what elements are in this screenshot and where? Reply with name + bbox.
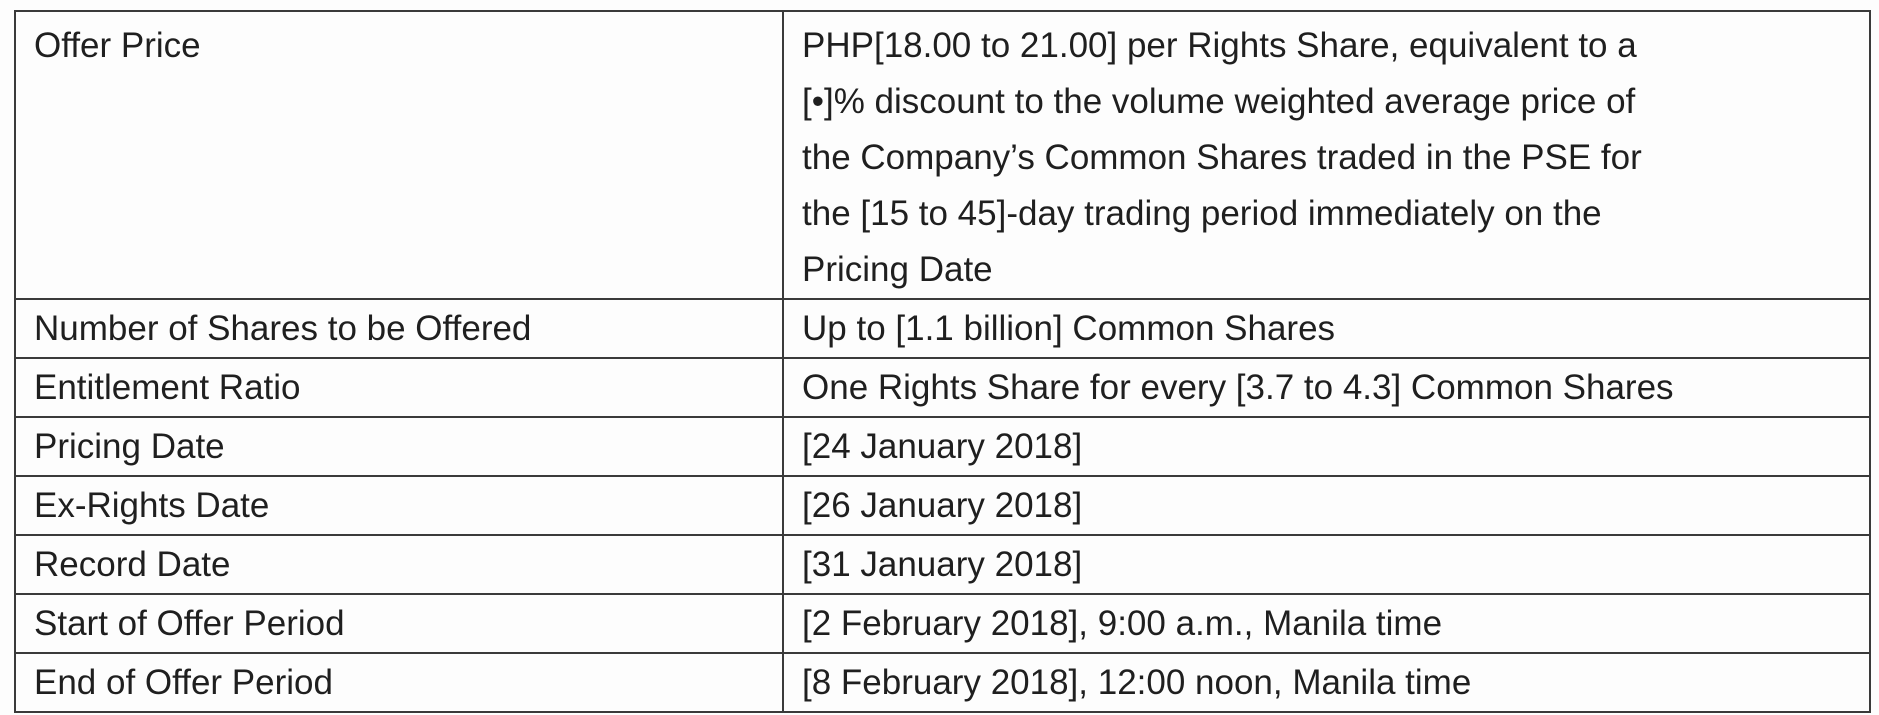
offer-terms-document xyxy=(14,10,1869,704)
table-row-entitlement-ratio xyxy=(15,358,1870,417)
table-row-start-of-offer-period xyxy=(15,594,1870,653)
row-value: [31 January 2018] xyxy=(783,535,1870,594)
row-label: Pricing Date xyxy=(15,417,783,476)
table-row-offer-price xyxy=(15,11,1870,299)
row-label: Entitlement Ratio xyxy=(15,358,783,417)
value-line: [•]% discount to the volume weighted average price of xyxy=(802,82,1636,121)
row-value: [26 January 2018] xyxy=(783,476,1870,535)
value-line: Pricing Date xyxy=(802,250,993,289)
table-row-pricing-date xyxy=(15,417,1870,476)
row-value: Up to [1.1 billion] Common Shares xyxy=(783,299,1870,358)
row-value: [24 January 2018] xyxy=(783,417,1870,476)
table-row-record-date xyxy=(15,535,1870,594)
offer-terms-table xyxy=(14,10,1871,713)
row-label: Record Date xyxy=(15,535,783,594)
value-line: PHP[18.00 to 21.00] per Rights Share, equivalent to a xyxy=(802,26,1637,65)
table-row-end-of-offer-period xyxy=(15,653,1870,712)
row-label: End of Offer Period xyxy=(15,653,783,712)
table-row-number-of-shares xyxy=(15,299,1870,358)
row-label: Number of Shares to be Offered xyxy=(15,299,783,358)
row-label: Offer Price xyxy=(15,11,783,299)
value-line: the [15 to 45]-day trading period immediately on the xyxy=(802,194,1602,233)
table-row-ex-rights-date xyxy=(15,476,1870,535)
row-value: One Rights Share for every [3.7 to 4.3] Common Shares xyxy=(783,358,1870,417)
row-label: Ex-Rights Date xyxy=(15,476,783,535)
value-line: the Company’s Common Shares traded in the PSE for xyxy=(802,138,1642,177)
row-value: [8 February 2018], 12:00 noon, Manila time xyxy=(783,653,1870,712)
row-value xyxy=(783,11,1870,299)
row-label: Start of Offer Period xyxy=(15,594,783,653)
row-value: [2 February 2018], 9:00 a.m., Manila time xyxy=(783,594,1870,653)
